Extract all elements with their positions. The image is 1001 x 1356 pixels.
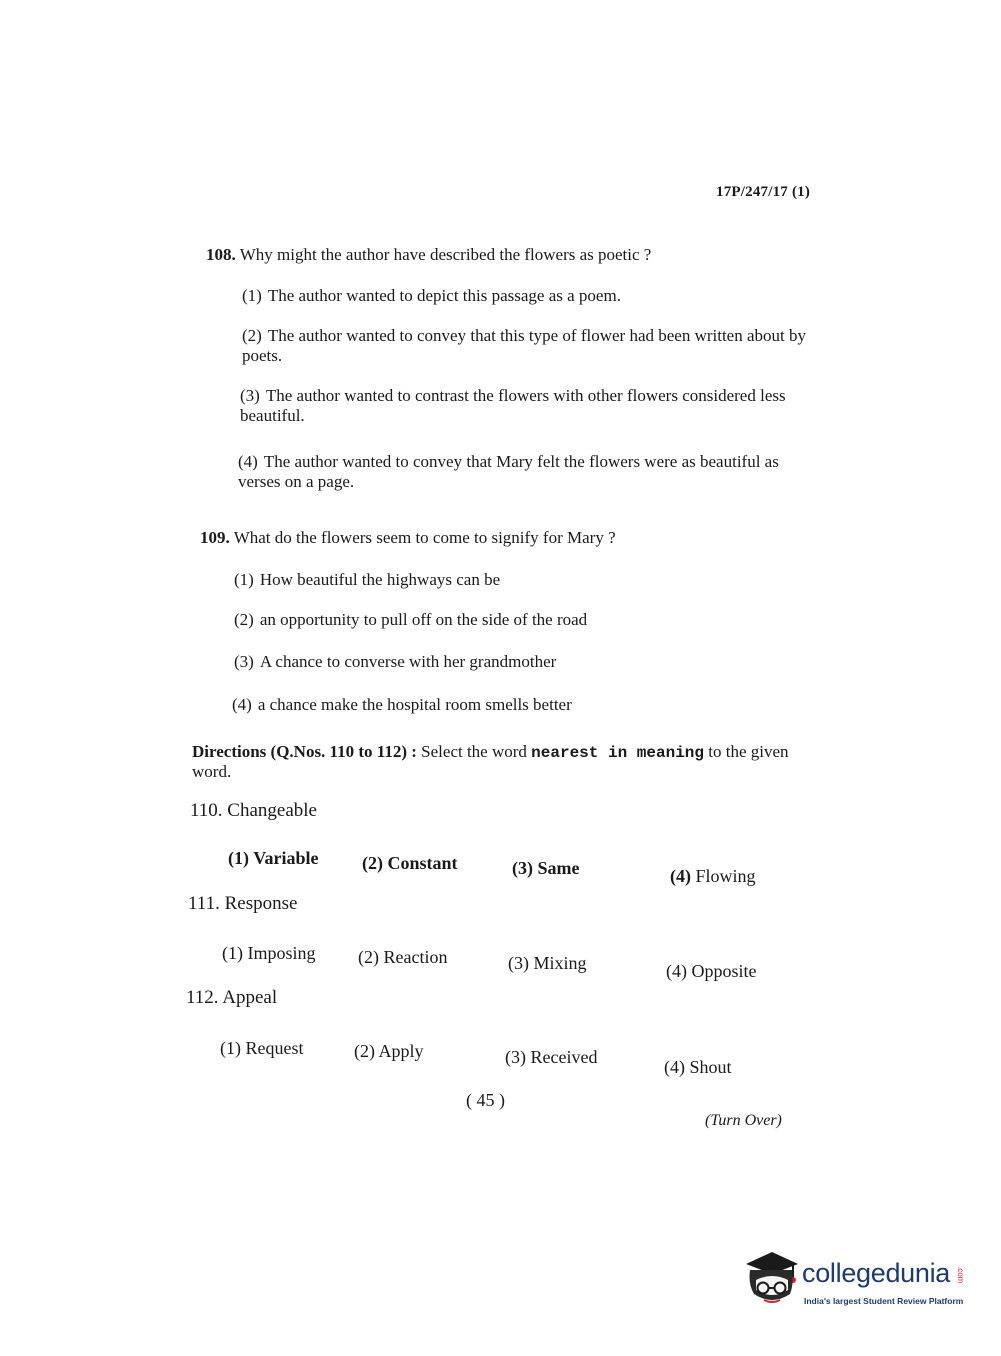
q108-option-4[interactable] <box>238 452 812 492</box>
q110-choice-4[interactable] <box>670 866 756 887</box>
question-word: Response <box>224 893 298 914</box>
choice-text: Shout <box>689 1057 732 1077</box>
choice-text: Variable <box>253 848 319 868</box>
option-number: (3) <box>240 386 260 405</box>
brand-tagline: India's largest Student Review Platform <box>804 1296 964 1306</box>
question-text: Why might the author have described the flowers as poetic ? <box>239 245 652 264</box>
choice-number: (1) <box>222 943 243 963</box>
option-number: (4) <box>232 695 252 714</box>
option-text: The author wanted to convey that this type of flower had been written about by poets. <box>242 326 807 365</box>
option-text: How beautiful the highways can be <box>259 570 501 589</box>
q109-option-1[interactable] <box>234 570 500 590</box>
question-number: 112. <box>186 987 219 1008</box>
choice-number: (2) <box>354 1041 375 1061</box>
q112-choice-1[interactable] <box>220 1038 304 1059</box>
question-108 <box>206 245 651 265</box>
q111-choice-3[interactable] <box>508 953 587 974</box>
question-word: Changeable <box>227 800 317 821</box>
question-text: What do the flowers seem to come to signify for Mary ? <box>233 528 616 547</box>
option-number: (4) <box>238 452 258 471</box>
q111-choice-1[interactable] <box>222 943 316 964</box>
q110-choice-1[interactable] <box>228 848 319 869</box>
option-text: The author wanted to depict this passage as a poem. <box>267 286 621 305</box>
choice-number: (4) <box>666 961 687 981</box>
choice-text: Same <box>537 858 580 878</box>
directions-text-end: to the given word. <box>192 742 789 781</box>
question-number: 108. <box>206 245 236 264</box>
choice-number: (3) <box>505 1047 526 1067</box>
choice-text: Reaction <box>383 947 448 967</box>
brand-name: collegedunia <box>802 1258 951 1288</box>
option-text: The author wanted to convey that Mary felt the flowers were as beautiful as verses on a page. <box>238 452 779 491</box>
choice-text: Imposing <box>247 943 316 963</box>
option-number: (1) <box>234 570 254 589</box>
q108-option-2[interactable] <box>242 326 814 366</box>
option-text: an opportunity to pull off on the side of the road <box>259 610 588 629</box>
option-text: A chance to converse with her grandmother <box>259 652 557 671</box>
q112-choice-4[interactable] <box>664 1057 732 1078</box>
choice-text: Opposite <box>691 961 757 981</box>
option-text: a chance make the hospital room smells better <box>257 695 572 714</box>
choice-number: (2) <box>358 947 379 967</box>
q112-choice-3[interactable] <box>505 1047 597 1068</box>
option-number: (2) <box>242 326 262 345</box>
choice-number: (4) <box>670 866 691 886</box>
q112-choice-2[interactable] <box>354 1041 424 1062</box>
q109-option-3[interactable] <box>234 652 556 672</box>
paper-code: 17P/247/17 (1) <box>716 184 811 200</box>
choice-text: Mixing <box>533 953 587 973</box>
choice-text: Received <box>530 1047 598 1067</box>
choice-number: (3) <box>508 953 529 973</box>
choice-number: (1) <box>220 1038 241 1058</box>
brand-suffix: .com <box>956 1266 965 1284</box>
q109-option-4[interactable] <box>232 695 572 715</box>
question-111 <box>188 893 297 915</box>
question-number: 109. <box>200 528 230 547</box>
directions-text: Select the word <box>421 742 527 761</box>
question-109 <box>200 528 616 548</box>
q108-option-1[interactable] <box>242 286 621 306</box>
choice-text: Flowing <box>695 866 756 886</box>
student-mascot-icon <box>742 1250 800 1316</box>
question-112 <box>186 987 277 1009</box>
choice-number: (4) <box>664 1057 685 1077</box>
option-number: (1) <box>242 286 262 305</box>
question-number: 110. <box>190 800 223 821</box>
choice-text: Apply <box>378 1041 424 1061</box>
directions-emphasis: nearest in meaning <box>531 744 704 762</box>
q110-choice-2[interactable] <box>362 853 458 874</box>
choice-number: (1) <box>228 848 249 868</box>
q109-option-2[interactable] <box>234 610 587 630</box>
q108-option-3[interactable] <box>240 386 814 426</box>
option-number: (2) <box>234 610 254 629</box>
turn-over: (Turn Over) <box>705 1112 782 1129</box>
question-110 <box>190 800 317 822</box>
collegedunia-watermark <box>742 1250 972 1320</box>
question-word: Appeal <box>222 987 278 1008</box>
directions <box>192 742 812 782</box>
choice-text: Request <box>245 1038 304 1058</box>
q111-choice-2[interactable] <box>358 947 447 968</box>
choice-text: Constant <box>387 853 458 873</box>
page-number: ( 45 ) <box>466 1090 505 1110</box>
option-number: (3) <box>234 652 254 671</box>
q110-choice-3[interactable] <box>512 858 580 879</box>
option-text: The author wanted to contrast the flowers with other flowers considered less beautiful. <box>240 386 786 425</box>
choice-number: (3) <box>512 858 533 878</box>
choice-number: (2) <box>362 853 383 873</box>
directions-label: Directions (Q.Nos. 110 to 112) : <box>192 742 417 761</box>
question-number: 111. <box>188 893 220 914</box>
q111-choice-4[interactable] <box>666 961 757 982</box>
